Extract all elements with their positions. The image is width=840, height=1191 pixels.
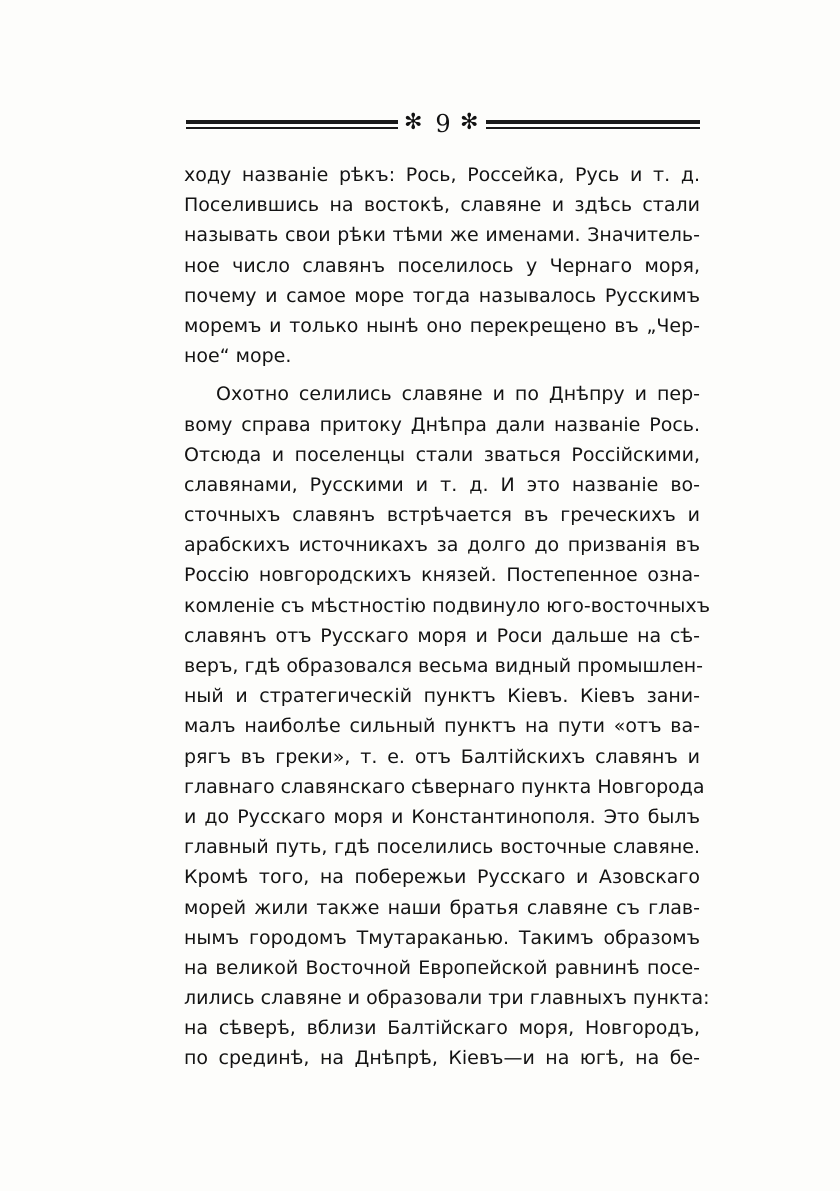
asterisk-ornament-icon: ✻ (404, 110, 423, 135)
text-line: Отсюда и поселенцы стали зваться Россійскими, (184, 443, 700, 466)
text-line: ный и стратегическій пунктъ Кіевъ. Кіевъ зани- (184, 685, 700, 708)
text-line: морей жили также наши братья славяне съ глав- (184, 896, 700, 919)
text-line: малъ наиболѣе сильный пунктъ на пути «отъ ва- (184, 715, 700, 738)
text-line: комленіе съ мѣстностію подвинуло юго-восточныхъ (184, 594, 711, 617)
text-line: рягъ въ греки», т. е. отъ Балтійскихъ славянъ и (184, 745, 700, 768)
text-line: Кромѣ того, на побережьи Русскаго и Азовскаго (184, 866, 700, 889)
text-line: веръ, гдѣ образовался весьма видный промышлен- (184, 655, 704, 677)
text-line: нымъ городомъ Тмутараканью. Такимъ образомъ (184, 926, 700, 949)
page-body-text (184, 160, 711, 1074)
text-line: ное“ море. (184, 345, 292, 368)
text-line: на сѣверѣ, вблизи Балтійскаго моря, Новгородъ, (184, 1017, 700, 1040)
text-line: ходу названіе рѣкъ: Рось, Россейка, Русь и т. д. (184, 164, 700, 186)
header-rule-right (486, 120, 700, 124)
paragraph (184, 160, 700, 371)
text-line: главный путь, гдѣ поселились восточные славяне. (184, 836, 700, 859)
paragraph (184, 379, 711, 1073)
text-line: Охотно селились славяне и по Днѣпру и пер- (216, 383, 700, 406)
text-line: ное число славянъ поселилось у Чернаго моря, (184, 254, 700, 277)
text-line: арабскихъ источникахъ за долго до призванія въ (184, 534, 700, 557)
asterisk-ornament-icon: ✻ (460, 110, 479, 135)
text-line: называть свои рѣки тѣми же именами. Значитель- (184, 224, 700, 247)
page-number: 9 (435, 110, 451, 138)
text-line: по срединѣ, на Днѣпрѣ, Кіевъ—и на югѣ, на бе- (184, 1047, 700, 1070)
text-line: сточныхъ славянъ встрѣчается въ греческихъ и (184, 504, 700, 527)
header-rule-left (186, 120, 398, 124)
text-line: Поселившись на востокѣ, славяне и здѣсь стали (184, 194, 700, 217)
page-header (180, 108, 700, 144)
text-line: лились славяне и образовали три главныхъ пункта: (184, 987, 710, 1010)
text-line: главнаго славянскаго сѣвернаго пункта Новгорода (184, 775, 705, 798)
text-line: Россію новгородскихъ князей. Постепенное озна- (184, 564, 700, 587)
text-line: и до Русскаго моря и Константинополя. Это былъ (184, 805, 700, 828)
text-line: славянами, Русскими и т. д. И это названіе во- (184, 473, 700, 496)
text-line: славянъ отъ Русскаго моря и Роси дальше на сѣ- (184, 624, 700, 647)
text-line: на великой Восточной Европейской равнинѣ посе- (184, 956, 700, 979)
text-line: моремъ и только нынѣ оно перекрещено въ „Чер- (184, 314, 700, 337)
text-line: почему и самое море тогда называлось Русскимъ (184, 284, 700, 307)
text-line: вому справа притоку Днѣпра дали названіе Рось. (184, 413, 700, 436)
